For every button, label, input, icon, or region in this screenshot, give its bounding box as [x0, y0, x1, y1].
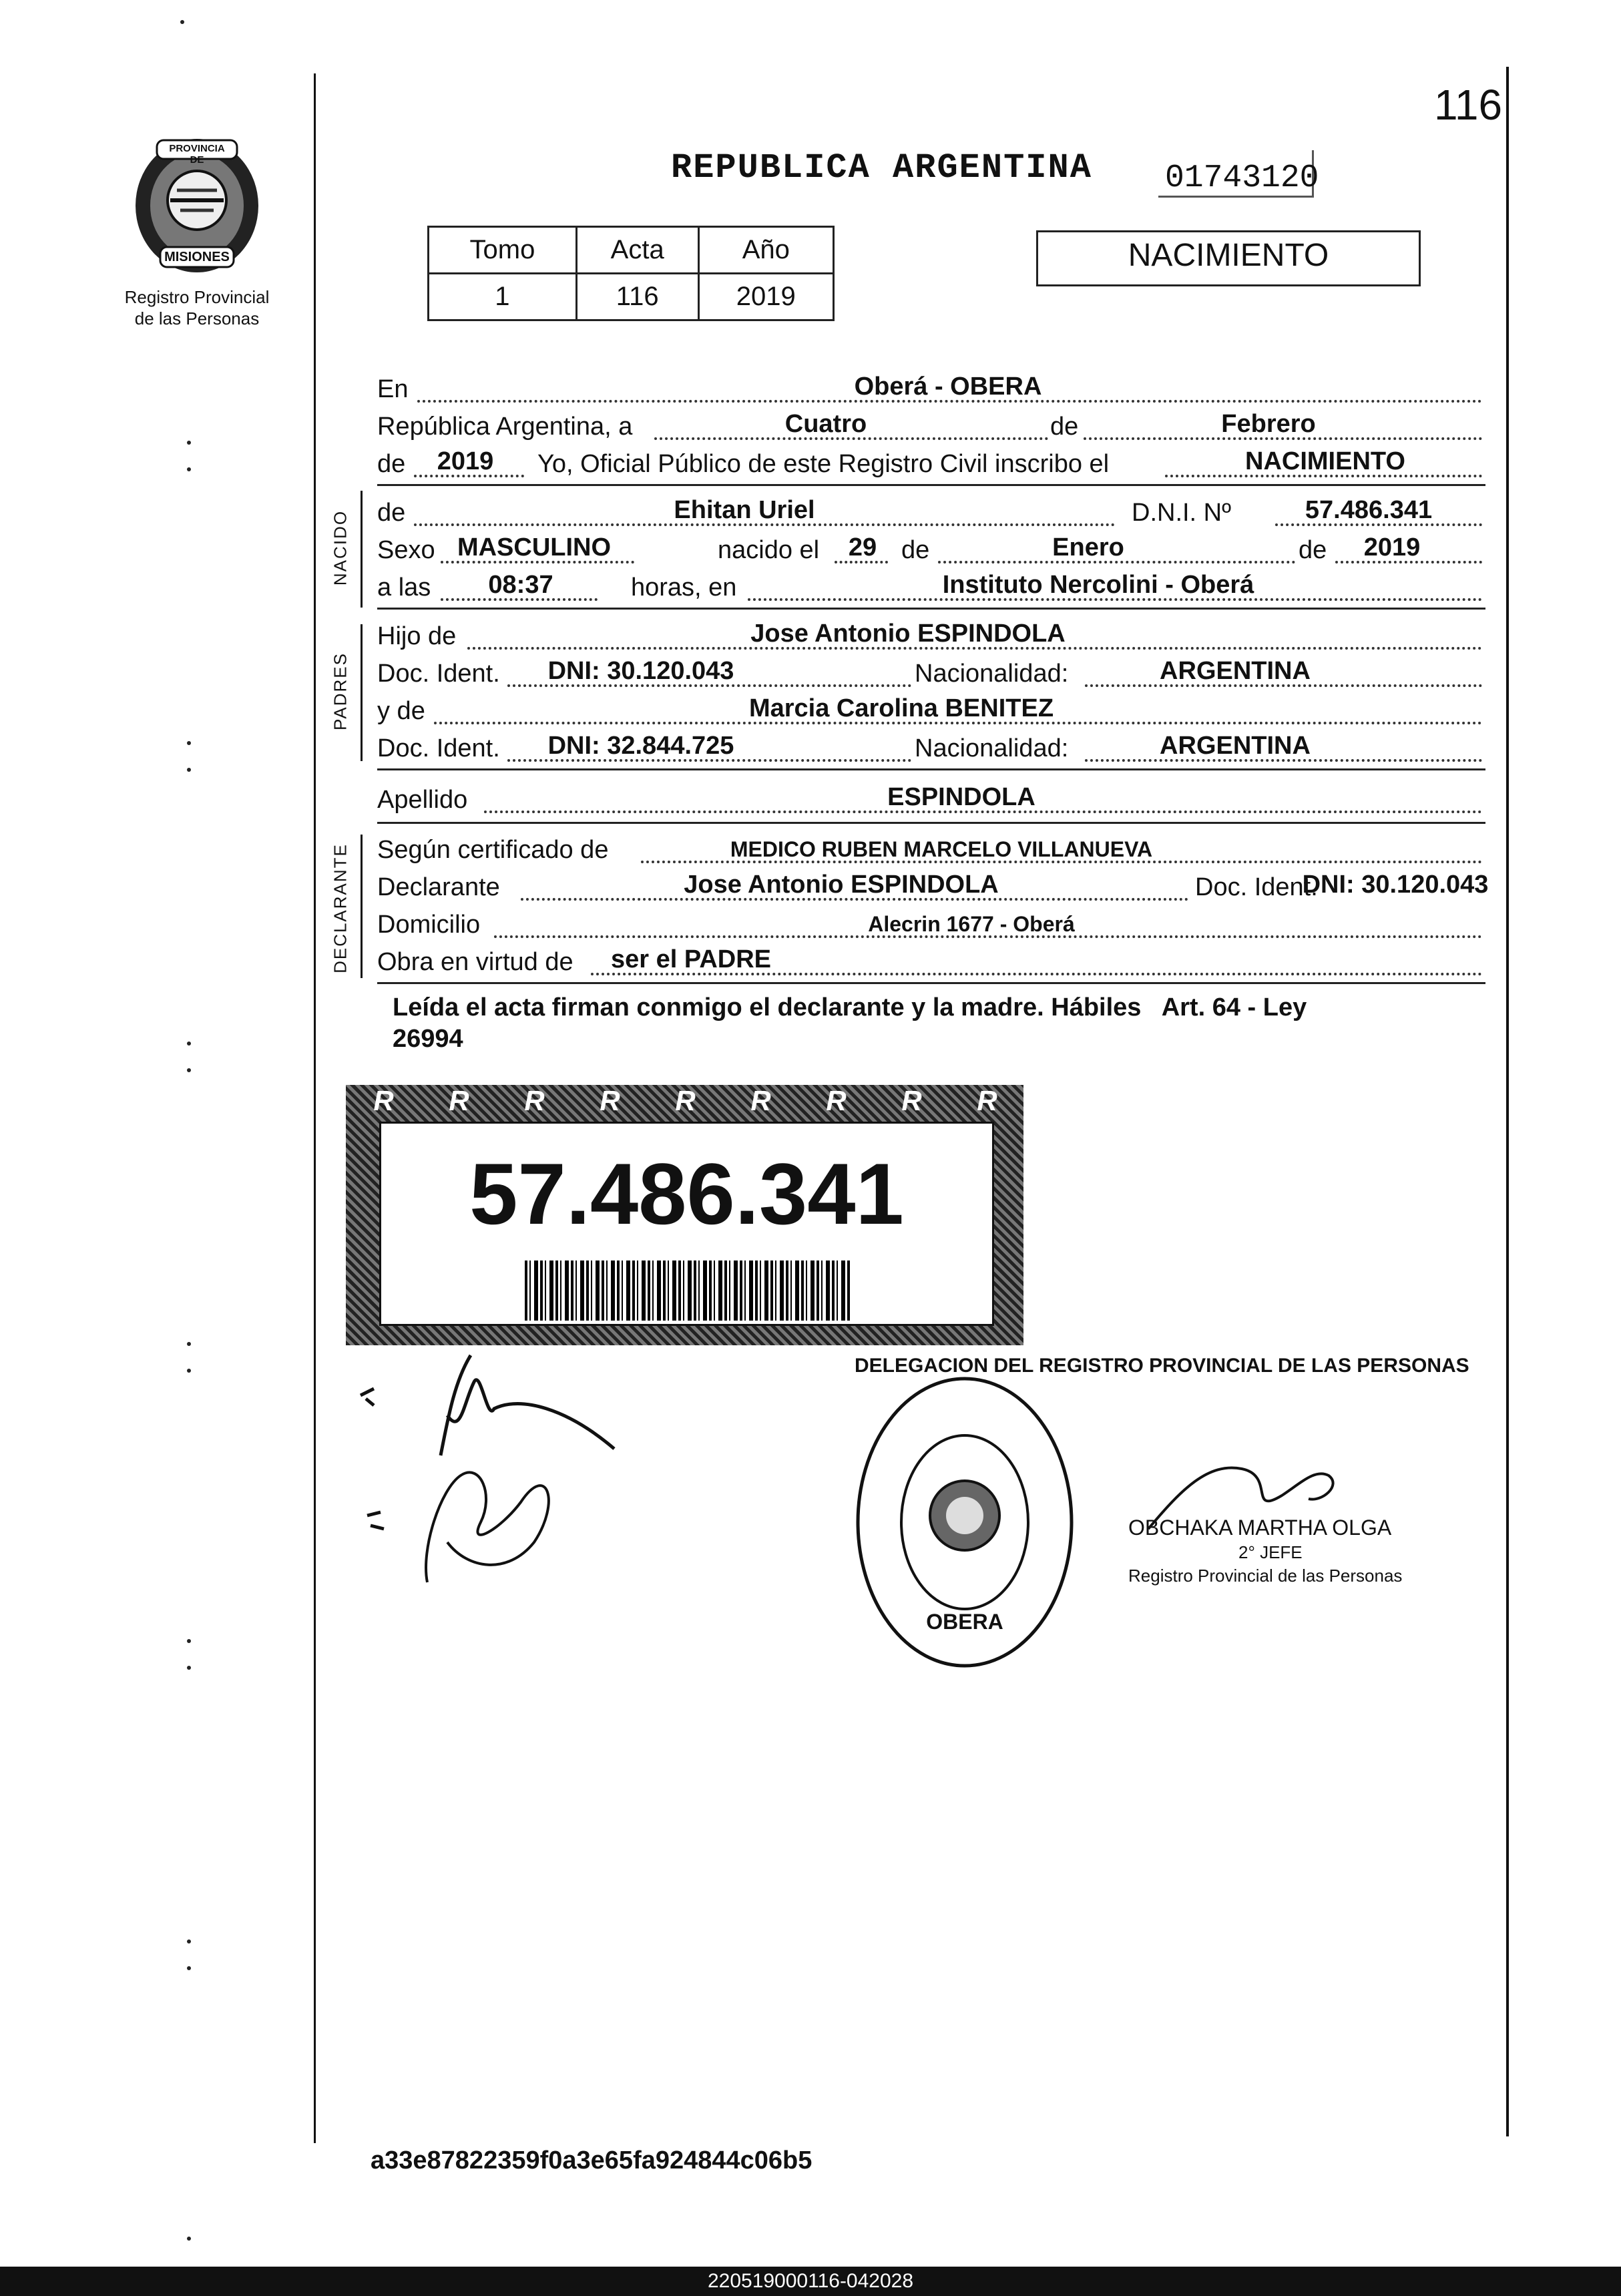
scan-speck: [187, 1369, 191, 1373]
left-margin-line: [314, 73, 316, 2143]
de-label: de: [1050, 413, 1079, 441]
scan-speck: [187, 741, 191, 745]
rule-4: [377, 822, 1485, 824]
month-value: Febrero: [1221, 410, 1316, 438]
hour-value: 08:37: [488, 571, 553, 599]
bracket-nacido: [361, 491, 363, 608]
doc2-value: DNI: 32.844.725: [547, 732, 734, 760]
record-table: [427, 226, 835, 321]
nac1-value: ARGENTINA: [1160, 657, 1311, 685]
segun-value: MEDICO RUBEN MARCELO VILLANUEVA: [730, 837, 1153, 861]
header-tomo: Tomo: [429, 227, 577, 274]
segun-label: Según certificado de: [377, 836, 609, 864]
de2-label: de: [377, 450, 406, 478]
seal-text-top: PROVINCIA DE: [169, 143, 225, 166]
header-acta: Acta: [576, 227, 698, 274]
pattern-letter: R: [675, 1085, 696, 1116]
year-value: 2019: [437, 447, 494, 475]
de3-label: de: [377, 499, 406, 527]
scan-speck: [187, 1342, 191, 1346]
doc1-value: DNI: 30.120.043: [547, 657, 734, 685]
declarante-label: Declarante: [377, 873, 500, 901]
scan-speck: [187, 1068, 191, 1072]
page-number: 116: [1434, 81, 1503, 129]
scan-speck: [187, 1639, 191, 1643]
name-value: Ehitan Uriel: [674, 496, 815, 524]
sticker-number: 57.486.341: [469, 1145, 904, 1242]
record-type: NACIMIENTO: [1128, 238, 1329, 273]
de5-label: de: [1299, 536, 1327, 564]
en-label: En: [377, 375, 409, 403]
line-sexo: [377, 531, 1482, 569]
scan-speck: [187, 1666, 191, 1670]
pattern-letter: R: [449, 1085, 469, 1116]
country-title: REPUBLICA ARGENTINA: [671, 148, 1092, 188]
sexo-value: MASCULINO: [457, 533, 612, 561]
mother-signature: [347, 1449, 567, 1602]
republica-label: República Argentina, a: [377, 413, 633, 441]
place-value: Instituto Nercolini - Oberá: [942, 571, 1254, 599]
doc3-label: Doc. Ident.: [1195, 873, 1318, 901]
stamp-ring-text: DELEGACION DEL REGISTRO PROVINCIAL DE LAS PERSONAS: [855, 1355, 1469, 1377]
dni-label: D.N.I. Nº: [1132, 499, 1231, 527]
rule-5: [377, 982, 1485, 984]
doc2-label: Doc. Ident.: [377, 734, 500, 762]
de4-label: de: [901, 536, 930, 564]
mother-value: Marcia Carolina BENITEZ: [748, 694, 1054, 722]
line-domicilio: [377, 906, 1482, 943]
birth-year: 2019: [1363, 533, 1421, 561]
pattern-letter: R: [826, 1085, 847, 1116]
rule-1: [377, 484, 1485, 486]
scan-speck: [187, 467, 191, 471]
horas-label: horas, en: [631, 573, 737, 602]
apellido-label: Apellido: [377, 786, 468, 814]
rule-3: [377, 768, 1485, 770]
doc1-label: Doc. Ident.: [377, 660, 500, 688]
scan-speck: [187, 2237, 191, 2241]
oficial-text: Yo, Oficial Público de este Registro Civil inscribo el: [537, 450, 1110, 478]
bracket-declarante: [361, 835, 363, 978]
scan-speck: [187, 1966, 191, 1970]
registry-logo: [120, 127, 274, 280]
line-apellido: [377, 781, 1482, 819]
dni-sticker: [346, 1085, 1023, 1345]
domicilio-label: Domicilio: [377, 911, 481, 939]
pattern-letter: R: [750, 1085, 771, 1116]
nac1-label: Nacionalidad:: [915, 660, 1069, 688]
day-value: Cuatro: [784, 410, 867, 438]
serial-number: 01743120: [1165, 160, 1319, 196]
footer-id: 220519000116-042028: [707, 2270, 914, 2292]
right-margin-line: [1506, 67, 1509, 2136]
scan-speck: [180, 20, 184, 24]
line-hijo: [377, 618, 1482, 655]
header-anio: Año: [698, 227, 833, 274]
obra-label: Obra en virtud de: [377, 948, 573, 976]
inscribo-value: NACIMIENTO: [1245, 447, 1405, 475]
doc3-value: DNI: 30.120.043: [1302, 871, 1489, 899]
pattern-letter: R: [901, 1085, 922, 1116]
logo-caption-2: de las Personas: [134, 308, 260, 328]
domicilio-value: Alecrin 1677 - Oberá: [868, 912, 1075, 936]
line-segun: [377, 831, 1482, 869]
side-label-declarante: DECLARANTE: [330, 843, 351, 973]
father-value: Jose Antonio ESPINDOLA: [750, 620, 1066, 648]
logo-caption-1: Registro Provincial: [124, 287, 270, 307]
line-nombre: [377, 494, 1482, 531]
scan-speck: [187, 1939, 191, 1943]
stamp-bottom-text: OBERA: [926, 1610, 1003, 1634]
en-value: Oberá - OBERA: [854, 373, 1042, 401]
official-title: 2° JEFE: [1238, 1542, 1303, 1562]
nac2-label: Nacionalidad:: [915, 734, 1069, 762]
apellido-value: ESPINDOLA: [887, 783, 1035, 811]
pattern-letter: R: [373, 1085, 394, 1116]
line-obra: [377, 943, 1482, 981]
bracket-padres: [361, 624, 363, 761]
line-doc1: [377, 655, 1482, 692]
pattern-letter: R: [977, 1085, 997, 1116]
value-anio: 2019: [698, 274, 833, 320]
pattern-letter: R: [524, 1085, 545, 1116]
line-yde: [377, 692, 1482, 730]
hijo-label: Hijo de: [377, 622, 457, 650]
document-hash: a33e87822359f0a3e65fa924844c06b5: [371, 2146, 813, 2174]
sticker-panel: [379, 1122, 994, 1326]
line-doc2: [377, 730, 1482, 767]
scan-speck: [187, 441, 191, 445]
obra-value: ser el PADRE: [610, 945, 772, 973]
value-tomo: 1: [429, 274, 577, 320]
birth-month: Enero: [1052, 533, 1124, 561]
line-declarante: [377, 869, 1489, 906]
line-republica: [377, 408, 1482, 445]
line-en: [377, 371, 1482, 408]
pattern-letter: R: [600, 1085, 620, 1116]
side-label-nacido: NACIDO: [330, 509, 351, 586]
line-oficial: [377, 445, 1482, 483]
closing-text-1: Leída el acta firman conmigo el declarante y la madre. Hábiles Art. 64 - Ley: [393, 993, 1307, 1021]
barcode: [525, 1260, 852, 1321]
scan-speck: [187, 768, 191, 772]
side-label-padres: PADRES: [330, 652, 351, 730]
sexo-label: Sexo: [377, 536, 435, 564]
declarante-value: Jose Antonio ESPINDOLA: [684, 871, 999, 899]
value-acta: 116: [576, 274, 698, 320]
birth-day: 29: [848, 533, 877, 561]
yde-label: y de: [377, 697, 425, 725]
sticker-pattern-strip: [346, 1085, 1023, 1118]
official-org: Registro Provincial de las Personas: [1128, 1566, 1403, 1586]
rule-2: [377, 608, 1485, 610]
seal-text-bottom: MISIONES: [164, 250, 230, 264]
closing-text-2: 26994: [393, 1025, 463, 1053]
nac2-value: ARGENTINA: [1160, 732, 1311, 760]
nacido-label: nacido el: [718, 536, 820, 564]
dni-value: 57.486.341: [1305, 496, 1433, 524]
alas-label: a las: [377, 573, 431, 602]
official-name: OBCHAKA MARTHA OLGA: [1128, 1516, 1392, 1540]
scan-speck: [187, 1042, 191, 1046]
line-hora: [377, 569, 1482, 606]
